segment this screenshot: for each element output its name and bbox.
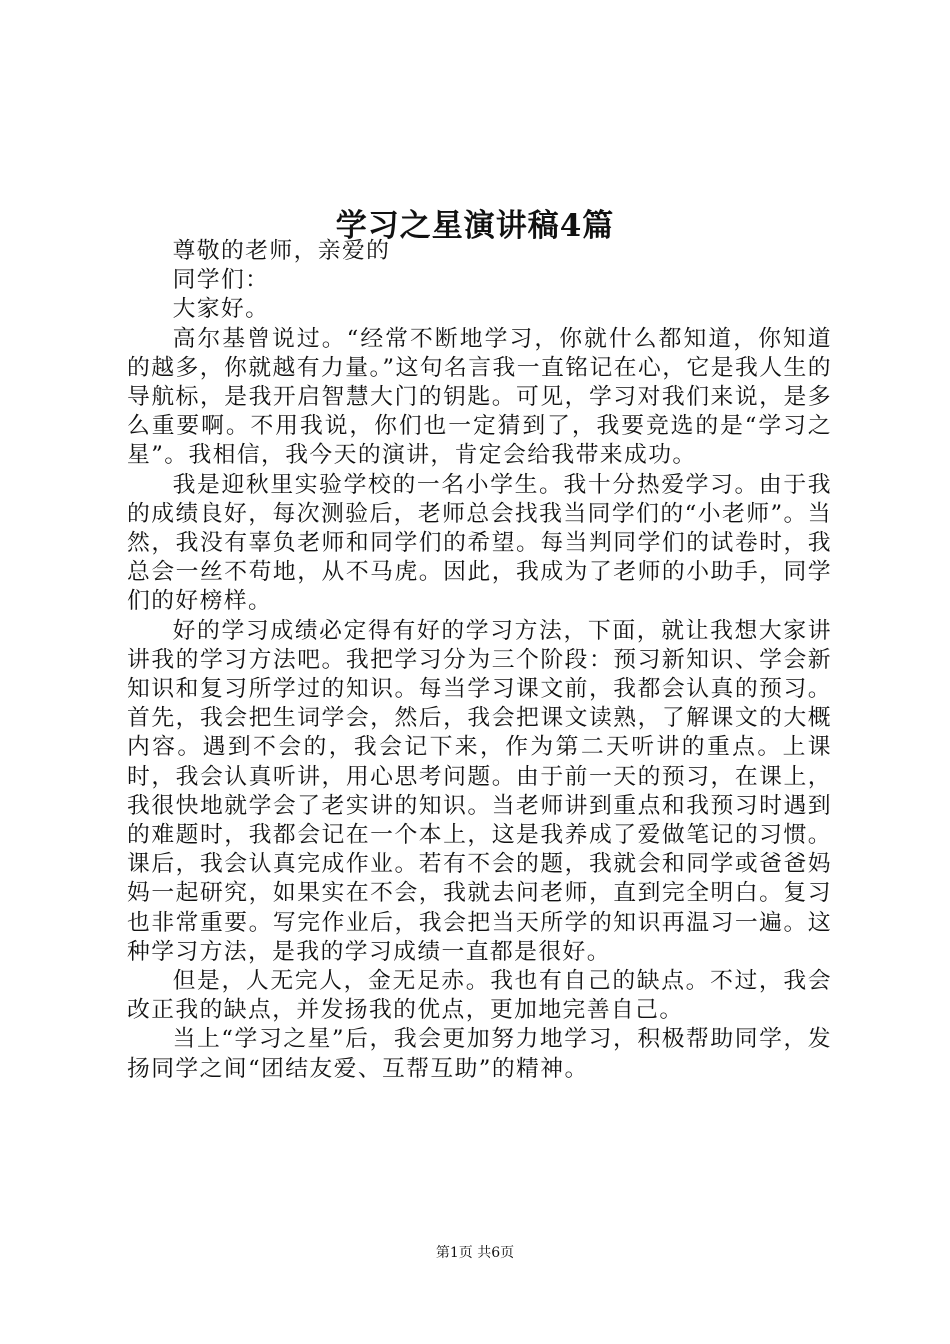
paragraph-hello: 大家好。 [172,296,270,323]
document-title: 学习之星演讲稿4篇 [335,207,615,244]
paragraph-5: 当上“学习之星”后，我会更加努力地学习，积极帮助同学，发扬同学之间“团结友爱、互帮互助”的精神。 [127,1026,832,1082]
page-number-footer: 第1页 共6页 [435,1245,515,1261]
document-body [127,237,832,1084]
paragraph-3: 好的学习成绩必定得有好的学习方法，下面，就让我想大家讲讲我的学习方法吧。我把学习分为三个阶段：预习新知识、学会新知识和复习所学过的知识。每当学习课文前，我都会认真的预习。首先，我会把生词学会，然后，我会把课文读熟，了解课文的大概内容。遇到不会的，我会记下来，作为第二天听讲的重点。上课时，我会认真听讲，用心思考问题。由于前一天的预习，在课上，我很快地就学会了老实讲的知识。当老师讲到重点和我预习时遇到的难题时，我都会记在一个本上，这是我养成了爱做笔记的习惯。课后，我会认真完成作业。若有不会的题，我就会和同学或爸爸妈妈一起研究，如果实在不会，我就去问老师，直到完全明白。复习也非常重要。写完作业后，我会把当天所学的知识再温习一遍。这种学习方法，是我的学习成绩一直都是很好。 [127,617,832,965]
paragraph-greeting: 尊敬的老师，亲爱的 [172,238,391,264]
paragraph-2: 我是迎秋里实验学校的一名小学生。我十分热爱学习。由于我的成绩良好，每次测验后，老师总会找我当同学们的“小老师”。当然，我没有辜负老师和同学们的希望。每当判同学们的试卷时，我总会一丝不苟地，从不马虎。因此，我成为了老师的小助手，同学们的好榜样。 [127,471,832,615]
paragraph-4: 但是，人无完人，金无足赤。我也有自己的缺点。不过，我会改正我的缺点，并发扬我的优点，更加地完善自己。 [127,968,832,1024]
paragraph-1: 高尔基曾说过。“经常不断地学习，你就什么都知道，你知道的越多，你就越有力量。”这句名言我一直铭记在心，它是我人生的导航标，是我开启智慧大门的钥匙。可见，学习对我们来说，是多么重要啊。不用我说，你们也一定猜到了，我要竞选的是“学习之星”。我相信，我今天的演讲，肯定会给我带来成功。 [127,325,832,469]
paragraph-greeting-cont: 同学们： [172,267,270,294]
